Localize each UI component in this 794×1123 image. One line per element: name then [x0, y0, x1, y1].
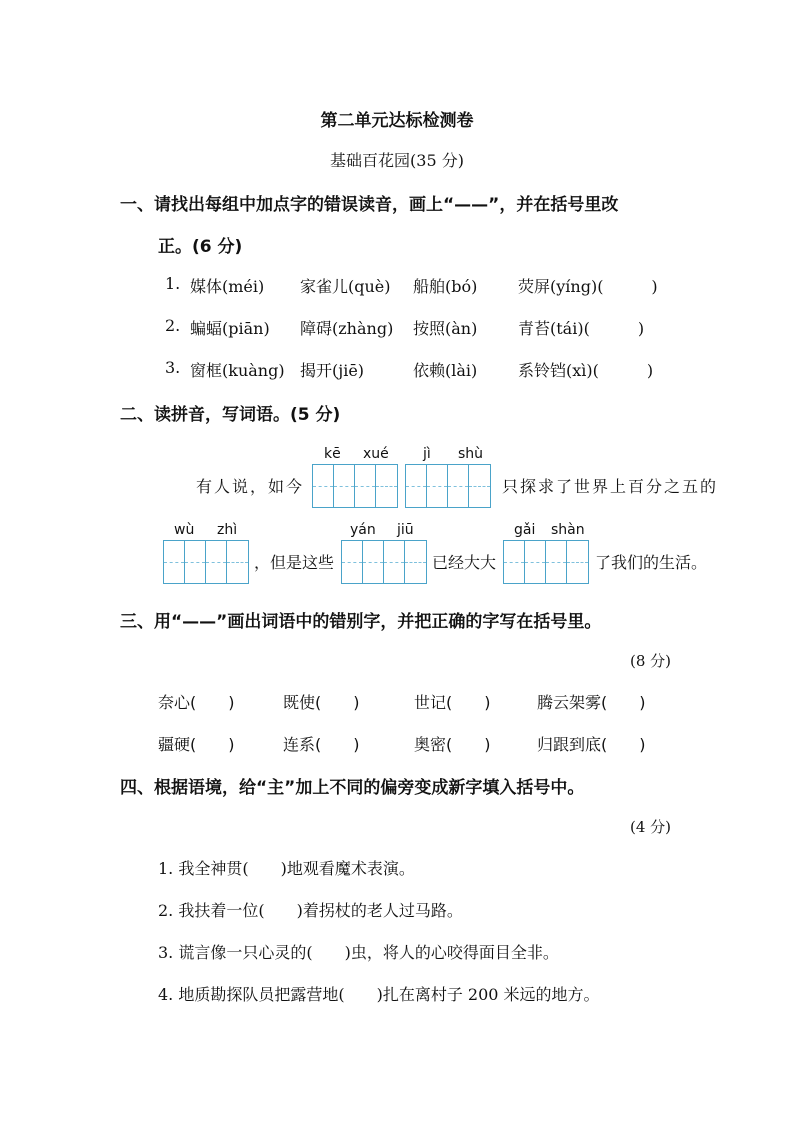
q1-row-3-item-3: 依赖(lài)	[413, 361, 478, 380]
q1-row-1-num: 1.	[165, 274, 181, 293]
q3-row2-item-2: 连系( )	[283, 735, 360, 754]
writing-grid-wuZhi[interactable]	[163, 540, 249, 584]
grid-cell[interactable]	[405, 541, 426, 583]
q1-row-2-item-4: 青苔(tái)( )	[518, 319, 645, 338]
grid-cell[interactable]	[342, 541, 363, 583]
q1-row-1-item-3: 船舶(bó)	[413, 277, 478, 296]
pinyin-zhi: zhì	[217, 522, 238, 538]
pinyin-ke: kē	[324, 446, 341, 462]
section-subtitle: 基础百花园(35 分)	[330, 151, 464, 170]
q1-row-2-item-1: 蝙蝠(piān)	[190, 319, 270, 338]
writing-grid-gaiShan[interactable]	[503, 540, 589, 584]
grid-cell[interactable]	[406, 465, 427, 507]
grid-cell[interactable]	[164, 541, 185, 583]
q1-row-2-item-2: 障碍(zhàng)	[300, 319, 394, 338]
q1-row-2-item-3: 按照(àn)	[413, 319, 478, 338]
grid-cell[interactable]	[355, 465, 376, 507]
grid-cell[interactable]	[525, 541, 546, 583]
q1-row-3-item-4: 系铃铛(xì)( )	[518, 361, 654, 380]
q4-item-1: 1. 我全神贯( )地观看魔术表演。	[158, 859, 415, 878]
q2-line1-prefix: 有人说，如今	[196, 477, 305, 496]
q4-item-3: 3. 谎言像一只心灵的( )虫，将人的心咬得面目全非。	[158, 943, 559, 962]
q1-row-2-num: 2.	[165, 316, 181, 335]
grid-cell[interactable]	[363, 541, 384, 583]
q1-row-3-item-2: 揭开(jiē)	[300, 361, 365, 380]
q4-item-4: 4. 地质勘探队员把露营地( )扎在离村子 200 米远的地方。	[158, 985, 600, 1004]
grid-cell[interactable]	[546, 541, 567, 583]
grid-cell[interactable]	[384, 541, 405, 583]
q2-line2-mid2: 已经大大	[432, 553, 497, 572]
page-title: 第二单元达标检测卷	[320, 111, 474, 131]
writing-grid-yanJiu[interactable]	[341, 540, 427, 584]
grid-cell[interactable]	[448, 465, 469, 507]
grid-cell[interactable]	[427, 465, 448, 507]
grid-cell[interactable]	[334, 465, 355, 507]
q1-row-1-item-2: 家雀儿(què)	[300, 277, 391, 296]
q1-heading-cont: 正。(6 分)	[158, 237, 243, 257]
pinyin-gai: gǎi	[514, 522, 536, 538]
q3-row2-item-3: 奥密( )	[414, 735, 491, 754]
q3-row2-item-4: 归跟到底( )	[537, 735, 646, 754]
q3-row2-item-1: 疆硬( )	[158, 735, 235, 754]
pinyin-shu: shù	[458, 446, 484, 462]
grid-cell[interactable]	[469, 465, 490, 507]
q4-heading: 四、根据语境，给“主”加上不同的偏旁变成新字填入括号中。	[120, 778, 585, 798]
pinyin-yan: yán	[350, 522, 376, 538]
q1-heading: 一、请找出每组中加点字的错误读音，画上“——”，并在括号里改	[120, 195, 619, 215]
pinyin-shan: shàn	[551, 522, 585, 538]
grid-cell[interactable]	[376, 465, 397, 507]
q3-row1-item-1: 奈心( )	[158, 693, 235, 712]
writing-grid-keXue[interactable]	[312, 464, 398, 508]
q1-row-3-item-1: 窗框(kuàng)	[190, 361, 285, 380]
q1-row-3-num: 3.	[165, 358, 181, 377]
writing-grid-jiShu[interactable]	[405, 464, 491, 508]
q1-row-1-item-1: 媒体(méi)	[190, 277, 265, 296]
q2-line1-suffix: 只探求了世界上百分之五的	[502, 477, 719, 496]
pinyin-ji: jì	[423, 446, 431, 462]
q4-score: (4 分)	[630, 818, 672, 836]
q3-row1-item-2: 既使( )	[283, 693, 360, 712]
grid-cell[interactable]	[227, 541, 248, 583]
q1-row-1-item-4: 荧屏(yíng)( )	[518, 277, 658, 296]
q3-heading: 三、用“——”画出词语中的错别字，并把正确的字写在括号里。	[120, 612, 602, 632]
q3-row1-item-4: 腾云架雾( )	[537, 693, 646, 712]
q2-line2-mid: ，但是这些	[254, 553, 335, 572]
grid-cell[interactable]	[206, 541, 227, 583]
grid-cell[interactable]	[567, 541, 588, 583]
q3-row1-item-3: 世记( )	[414, 693, 491, 712]
grid-cell[interactable]	[313, 465, 334, 507]
q2-heading: 二、读拼音，写词语。(5 分)	[120, 405, 341, 425]
grid-cell[interactable]	[185, 541, 206, 583]
pinyin-wu: wù	[174, 522, 195, 538]
q3-score: (8 分)	[630, 652, 672, 670]
q4-item-2: 2. 我扶着一位( )着拐杖的老人过马路。	[158, 901, 463, 920]
pinyin-jiu: jiū	[397, 522, 414, 538]
pinyin-xue: xué	[363, 446, 389, 462]
q2-line2-suffix: 了我们的生活。	[595, 553, 708, 572]
grid-cell[interactable]	[504, 541, 525, 583]
